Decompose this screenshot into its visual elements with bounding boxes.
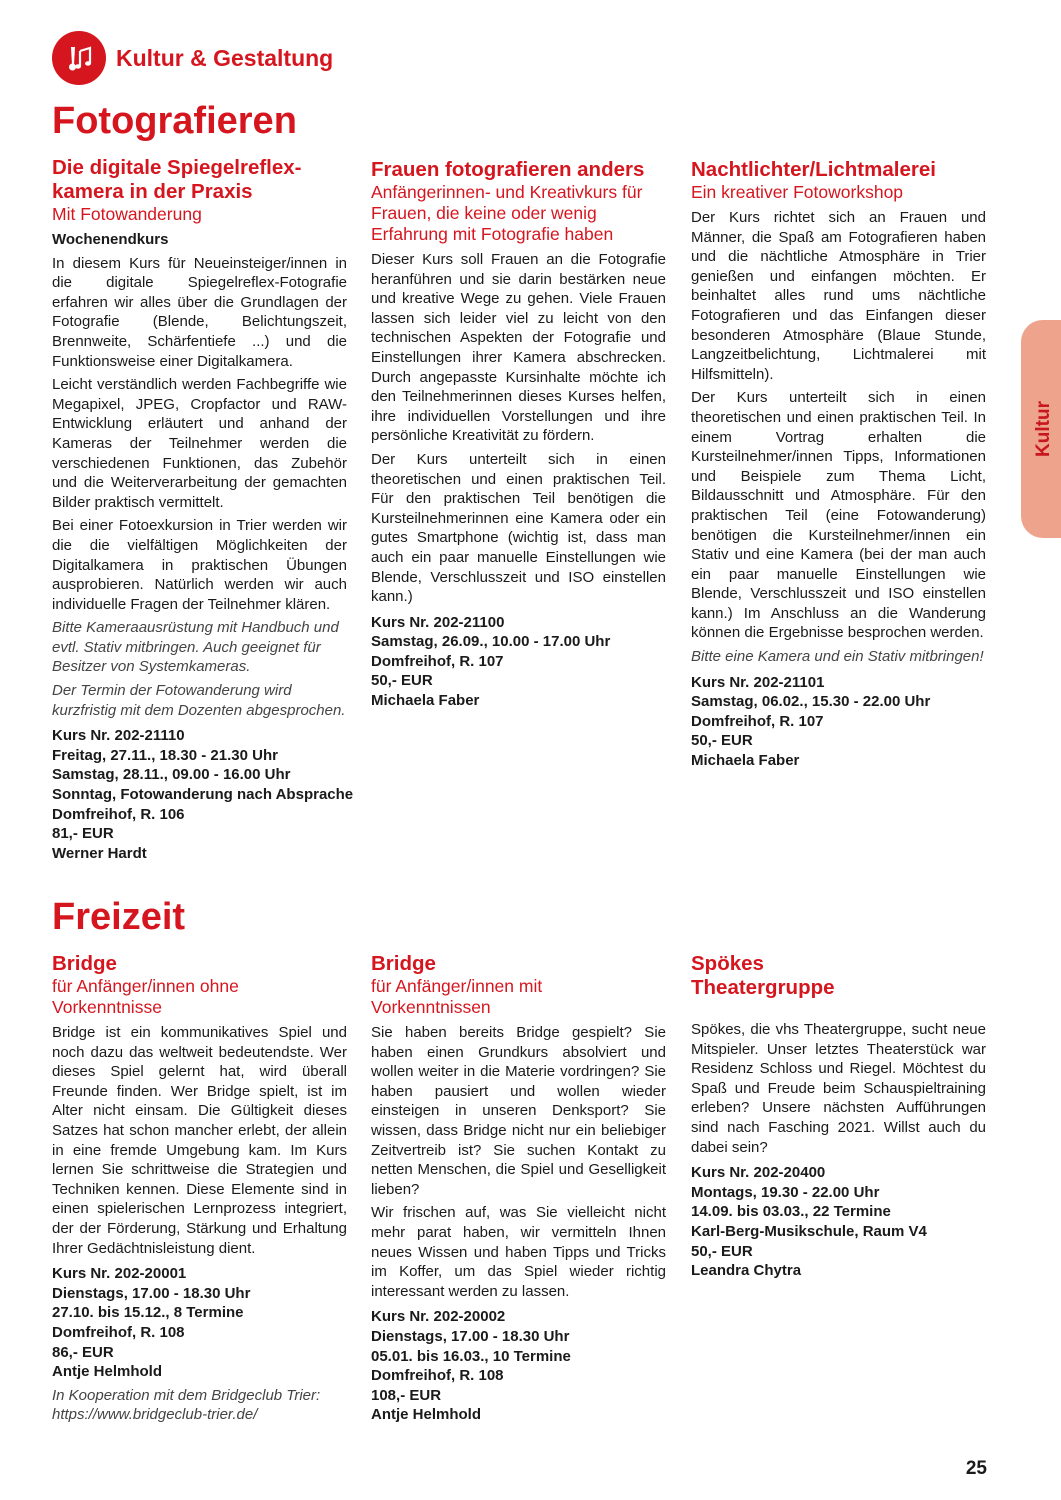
course-details	[691, 1163, 986, 1281]
course-title	[52, 156, 347, 204]
course-location: Domfreihof, R. 106	[52, 805, 185, 823]
course-dslr	[52, 156, 354, 863]
course-spoekes	[691, 952, 986, 1281]
course-title-line: kamera in der Praxis	[52, 180, 253, 203]
music-note-icon	[52, 31, 106, 85]
course-date: Freitag, 27.11., 18.30 - 21.30 Uhr	[52, 746, 278, 764]
course-description: Bei einer Fotoexkursion in Trier werden wir die die vielfältigen Möglichkeiten der Digitalkamera in praktischen Übungen ausprobieren. Natürlich werden wir auch individuelle Fragen der Teilnehmer klären.	[52, 517, 347, 613]
course-subtitle: für Anfänger/innen ohne Vorkenntnisse	[52, 976, 239, 1017]
course-instructor: Leandra Chytra	[691, 1262, 802, 1280]
course-location: Karl-Berg-Musikschule, Raum V4	[691, 1222, 927, 1240]
course-instructor: Antje Helmhold	[52, 1363, 163, 1381]
course-details	[371, 613, 666, 711]
course-title: Nachtlichter/Lichtmalerei	[691, 158, 936, 181]
course-title-line: Die digitale Spiegelreflex-	[52, 156, 302, 179]
course-number: Kurs Nr. 202-20001	[52, 1265, 187, 1283]
course-price: 86,- EUR	[52, 1343, 114, 1361]
course-title: Frauen fotografieren anders	[371, 158, 645, 181]
course-details	[52, 1264, 347, 1382]
course-location: Domfreihof, R. 108	[371, 1367, 504, 1385]
course-description: In diesem Kurs für Neueinsteiger/innen in die digitale Spiegelreflex-Fotografie erfahren wir alles über die Grundlagen der Fotografie (Blende, Belichtungszeit, Brennweite, Schärfentiefe ...) und die Funktionsweise einer Digitalkamera.	[52, 254, 347, 370]
course-title: Bridge	[52, 952, 117, 975]
course-description: Der Kurs unterteilt sich in einen theoretischen und einen praktischen Teil. Für den praktischen Teil benötigen die Kursteilnehmerinnen eine Kamera oder ein gutes Smartphone (wichtig ist, dass man auch ein paar manuelle Einstellungen wie Blende, Verschlusszeit und ISO einstellen kann.)	[371, 450, 666, 606]
course-details	[691, 673, 986, 771]
course-price: 108,- EUR	[371, 1386, 442, 1404]
course-subtitle: Mit Fotowanderung	[52, 204, 202, 224]
category-title: Kultur & Gestaltung	[116, 44, 334, 71]
course-date: Dienstags, 17.00 - 18.30 Uhr	[52, 1284, 251, 1302]
section-tab-kultur[interactable]	[1021, 320, 1061, 538]
course-location: Domfreihof, R. 107	[691, 712, 824, 730]
course-title	[691, 952, 986, 1000]
section-title-fotografieren: Fotografieren	[52, 100, 297, 142]
page-number: 25	[965, 1458, 987, 1479]
course-price: 50,- EUR	[691, 732, 753, 750]
section-tab-label: Kultur	[1033, 401, 1054, 457]
course-description: Bridge ist ein kommunikatives Spiel und noch dazu das weltweit bedeutendste. Wer dieses Spiel gelernt hat, wird überall Freunde finden. Wer Bridge spielt, ist im Alter nicht einsam. Die Gültigkeit dieses Satzes hat schon mancher erlebt, der allein in eine fremde Umgebung kam. Im Kurs lernen Sie schrittweise die Strategien und Techniken kennen. Diese Elemente sind in einen spielerischen Lernprozess integriert, der der Förderung, Stärkung und Erhaltung Ihrer Gedächtnisleistung dient.	[52, 1024, 347, 1257]
course-price: 50,- EUR	[691, 1242, 753, 1260]
course-date: 14.09. bis 03.03., 22 Termine	[691, 1203, 891, 1221]
course-subtitle: für Anfänger/innen mit Vorkenntnissen	[371, 976, 543, 1017]
course-format: Wochenendkurs	[52, 231, 169, 248]
course-instructor: Michaela Faber	[371, 692, 480, 710]
course-nachtlichter	[691, 158, 986, 771]
course-subtitle: Anfängerinnen- und Kreativkurs für Frauen, die keine oder wenig Erfahrung mit Fotografie haben	[371, 182, 643, 244]
course-date: Dienstags, 17.00 - 18.30 Uhr	[371, 1327, 570, 1345]
course-location: Domfreihof, R. 107	[371, 652, 504, 670]
course-description: Der Kurs richtet sich an Frauen und Männer, die Spaß am Fotografieren haben und die nächtliche Atmosphäre in Trier genießen und einfangen möchten. Er beinhaltet alles rund ums nächtliche Fotografieren und das Einfangen dieser besonderen Atmosphäre (Blaue Stunde, Langzeitbelichtung, Lichtmalerei mit Hilfsmitteln).	[691, 209, 986, 383]
course-date: Samstag, 06.02., 15.30 - 22.00 Uhr	[691, 693, 931, 711]
course-number: Kurs Nr. 202-21101	[691, 673, 825, 691]
course-note: In Kooperation mit dem Bridgeclub Trier: https://www.bridgeclub-trier.de/	[52, 1386, 321, 1424]
course-number: Kurs Nr. 202-21100	[371, 613, 505, 631]
course-location: Domfreihof, R. 108	[52, 1323, 185, 1341]
course-title: Bridge	[371, 952, 436, 975]
course-price: 81,- EUR	[52, 825, 114, 843]
course-description: Der Kurs unterteilt sich in einen theoretischen und einen praktischen Teil. In einem Vortrag erhalten die Kursteilnehmer/innen Tipps, Informationen und Beispiele zum Thema Licht, Bildausschnitt und Atmosphäre. Für den praktischen Teil (eine Fotowanderung) benötigen die Kursteilnehmer/innen ein Stativ und eine Kamera (bei der man auch ein paar manuelle Einstellungen wie Blende, Verschlusszeit und ISO einstellen kann.) Im Anschluss an die Wanderung können die Ergebnisse besprochen werden.	[691, 389, 986, 642]
course-title-line: Spökes	[691, 952, 764, 975]
course-description: Dieser Kurs soll Frauen an die Fotografie heranführen und sie darin bestärken neue und kreative Wege zu gehen. Viele Frauen lassen sich leider viel zu leicht von den technischen Aspekten der Fotografie und Einstellungen ihrer Kamera abschrecken. Durch angepasste Kursinhalte möchte ich den Teilnehmerinnen dieses Kurses helfen, ihre individuellen Vorstellungen und ihre persönliche Kreativität zu fördern.	[371, 251, 666, 445]
category-header	[52, 30, 333, 86]
course-note: Der Termin der Fotowanderung wird kurzfristig mit dem Dozenten abgesprochen.	[52, 682, 346, 719]
course-number: Kurs Nr. 202-20002	[371, 1308, 506, 1326]
course-number: Kurs Nr. 202-20400	[691, 1164, 826, 1182]
course-details	[371, 1307, 666, 1425]
course-date: Sonntag, Fotowanderung nach Absprache	[52, 786, 354, 804]
course-date: Samstag, 28.11., 09.00 - 16.00 Uhr	[52, 766, 291, 784]
course-frauen	[371, 158, 666, 711]
course-description: Spökes, die vhs Theatergruppe, sucht neue Mitspieler. Unser letztes Theaterstück war Residenz Schloss und Riegel. Möchtest du Spaß und Freude beim Schauspieltraining erleben? Unsere nächsten Aufführungen sind nach Fasching 2021. Willst auch du dabei sein?	[691, 1021, 986, 1156]
course-subtitle: Ein kreativer Fotoworkshop	[691, 182, 904, 202]
course-bridge-advanced	[371, 952, 666, 1425]
course-description: Leicht verständlich werden Fachbegriffe wie Megapixel, JPEG, Cropfactor und RAW-Entwicklung erläutert und anhand der Kameras der Teilnehmer werden die verschiedenen Funktionen, das Zubehör und die Weiterverarbeitung der gemachten Bilder praktisch vermittelt.	[52, 376, 347, 511]
course-note: Bitte eine Kamera und ein Stativ mitbringen!	[691, 648, 984, 666]
course-description: Wir frischen auf, was Sie vielleicht nicht mehr parat haben, wir vermitteln Ihnen neues Wissen und haben Tipps und Tricks im Koffer, um das Spiel wieder richtig interessant werden zu lassen.	[371, 1204, 666, 1300]
course-instructor: Werner Hardt	[52, 844, 147, 862]
course-date: Samstag, 26.09., 10.00 - 17.00 Uhr	[371, 633, 611, 651]
course-number: Kurs Nr. 202-21110	[52, 727, 185, 745]
course-date: 27.10. bis 15.12., 8 Termine	[52, 1304, 244, 1322]
course-details	[52, 726, 354, 863]
course-instructor: Antje Helmhold	[371, 1406, 482, 1424]
course-date: 05.01. bis 16.03., 10 Termine	[371, 1347, 571, 1365]
course-instructor: Michaela Faber	[691, 752, 800, 770]
course-note: Bitte Kameraausrüstung mit Handbuch und evtl. Stativ mitbringen. Auch geeignet für Besitzer von Systemkameras.	[52, 619, 339, 676]
course-title-line: Theatergruppe	[691, 976, 835, 999]
course-price: 50,- EUR	[371, 672, 433, 690]
course-description: Sie haben bereits Bridge gespielt? Sie haben einen Grundkurs absolviert und wollen weiter in die Materie vordringen? Sie haben pausiert und wollen wieder einsteigen in unseren Denksport? Sie wissen, dass Bridge nicht nur ein beliebiger Zeitvertreib ist? Sie suchen Kontakt zu netten Menschen, die Spiel und Geselligkeit lieben?	[371, 1024, 666, 1198]
course-date: Montags, 19.30 - 22.00 Uhr	[691, 1183, 880, 1201]
course-bridge-beginner	[52, 952, 347, 1425]
section-title-freizeit: Freizeit	[52, 896, 186, 938]
